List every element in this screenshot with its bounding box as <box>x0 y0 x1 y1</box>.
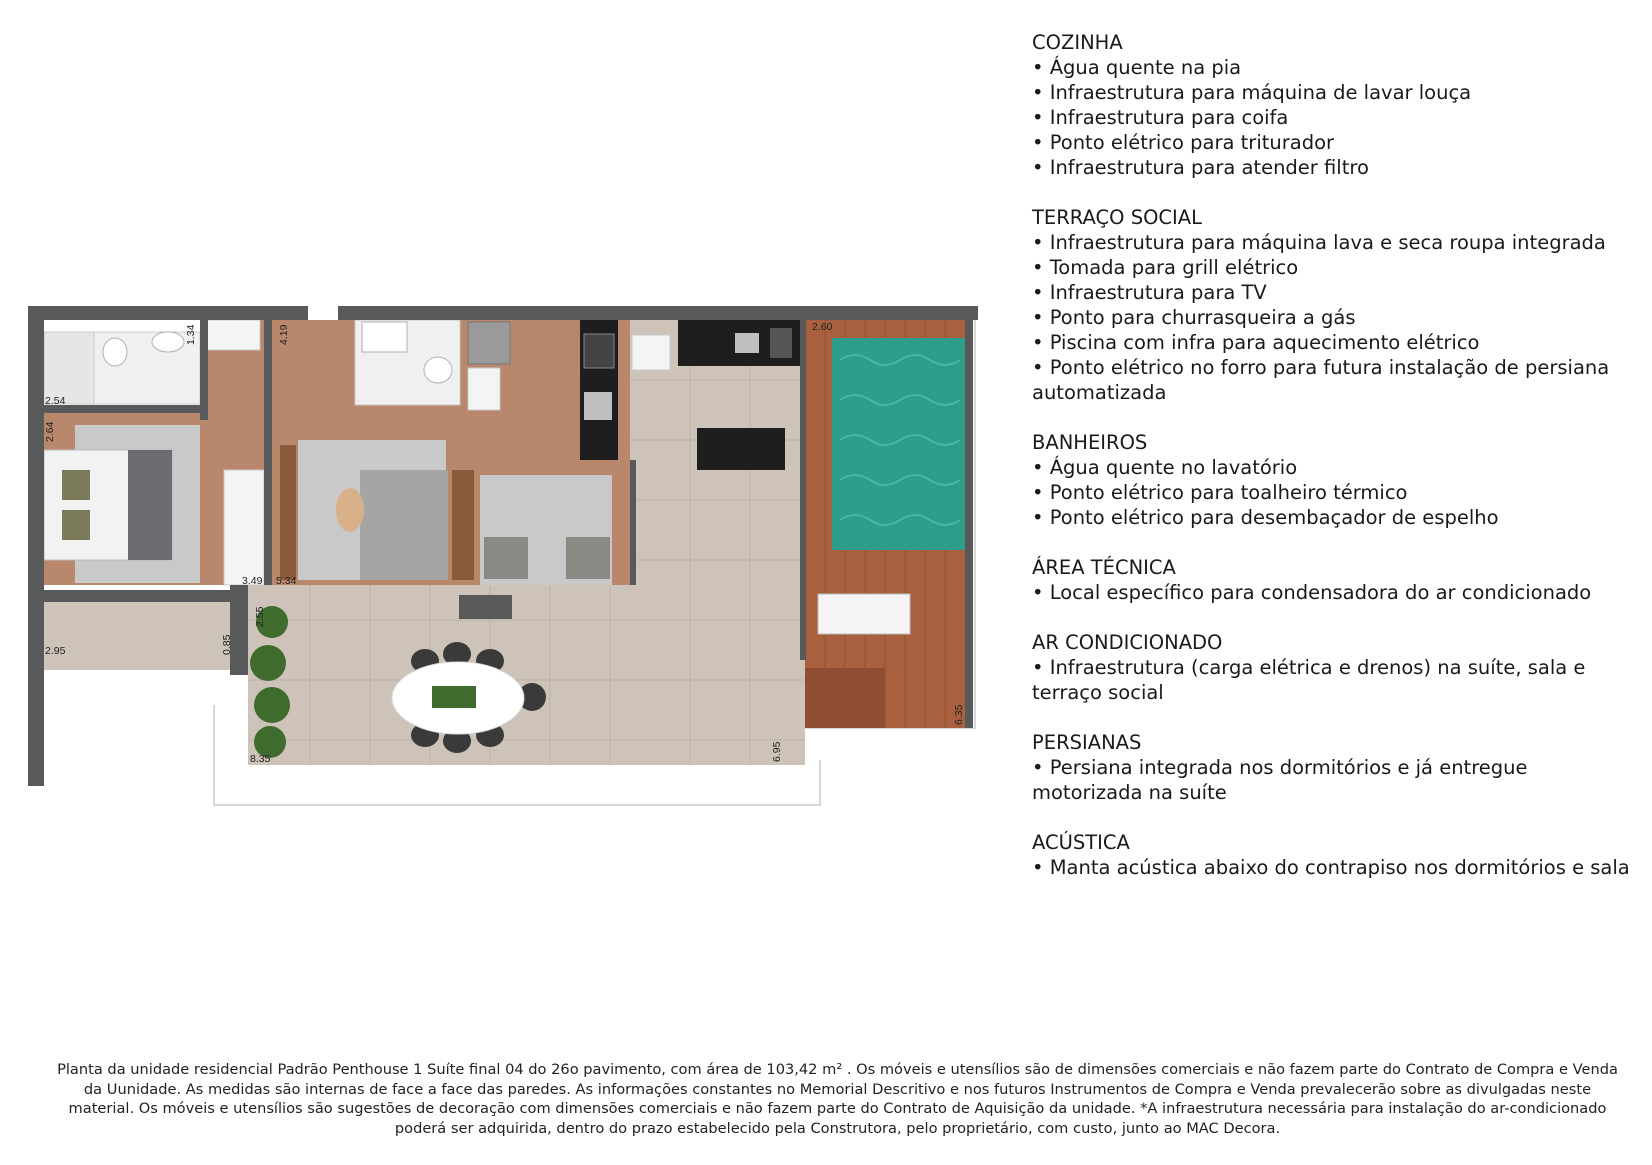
dim-suite-w: 3.49 <box>242 575 263 587</box>
shower <box>44 332 94 404</box>
feature-section <box>1032 205 1632 405</box>
tv-panel <box>280 445 296 580</box>
feature-item: • Local específico para condensadora do ar condicionado <box>1032 581 1592 604</box>
bbq-grill <box>770 328 792 358</box>
sofa <box>360 470 448 580</box>
feature-item: • Infraestrutura para máquina lava e seca roupa integrada <box>1032 231 1606 254</box>
wardrobe <box>224 470 264 585</box>
feature-item: • Persiana integrada nos dormitórios e já entregue motorizada na suíte <box>1032 756 1528 804</box>
pillow <box>62 510 90 540</box>
kitchen-sink <box>584 392 612 420</box>
feature-section-title: PERSIANAS <box>1032 731 1142 754</box>
feature-section-title: AR CONDICIONADO <box>1032 631 1223 654</box>
features-list <box>1032 30 1632 905</box>
feature-item: • Piscina com infra para aquecimento elétrico <box>1032 331 1480 354</box>
pantry <box>468 368 500 410</box>
island <box>697 428 785 470</box>
dim-terrace-w: 8.35 <box>250 753 271 765</box>
armchair <box>484 537 528 579</box>
feature-item: • Infraestrutura (carga elétrica e drenos) na suíte, sala e terraço social <box>1032 656 1586 704</box>
terrace-floor-lower <box>248 585 805 765</box>
feature-item: • Água quente no lavatório <box>1032 456 1298 479</box>
pillow <box>62 470 90 500</box>
dim-tech-w: 2.95 <box>45 645 66 657</box>
feature-item: • Ponto elétrico para desembaçador de espelho <box>1032 506 1499 529</box>
feature-item: • Ponto elétrico no forro para futura instalação de persiana automatizada <box>1032 356 1610 404</box>
feature-item: • Tomada para grill elétrico <box>1032 256 1299 279</box>
toilet-social <box>424 357 452 383</box>
cooktop <box>584 334 614 368</box>
feature-section <box>1032 430 1632 530</box>
toilet <box>103 338 127 366</box>
feature-section <box>1032 630 1632 705</box>
feature-section <box>1032 730 1632 805</box>
fridge <box>468 322 510 364</box>
sink <box>152 332 184 352</box>
dim-bath1-d: 1.34 <box>185 324 197 345</box>
sideboard <box>452 470 474 580</box>
dim-bath1-w: 2.54 <box>45 395 66 407</box>
floor-plan <box>0 0 1000 820</box>
feature-item: • Infraestrutura para atender filtro <box>1032 156 1369 179</box>
feature-item: • Ponto elétrico para triturador <box>1032 131 1335 154</box>
feature-section <box>1032 555 1632 605</box>
closet-bath <box>205 320 260 350</box>
sun-lounger <box>818 594 910 634</box>
feature-section-title: ACÚSTICA <box>1032 831 1130 854</box>
dim-pool-w: 2.60 <box>812 321 833 333</box>
dim-pool-d: 6.35 <box>953 704 965 725</box>
dim-suite-d: 2.64 <box>44 421 56 442</box>
feature-item: • Infraestrutura para máquina de lavar louça <box>1032 81 1472 104</box>
bathroom-suite <box>44 332 200 404</box>
feature-item: • Ponto para churrasqueira a gás <box>1032 306 1356 329</box>
bbq-sink <box>735 333 759 353</box>
dim-terrace-d2: 6.95 <box>771 741 783 762</box>
feature-section <box>1032 30 1632 180</box>
dim-terrace-d1: 2.55 <box>254 606 266 627</box>
feature-item: • Manta acústica abaixo do contrapiso nos dormitórios e sala <box>1032 856 1630 879</box>
feature-section-title: TERRAÇO SOCIAL <box>1032 206 1202 229</box>
vanity <box>362 322 407 352</box>
feature-section-title: BANHEIROS <box>1032 431 1148 454</box>
bed-blanket <box>128 450 172 560</box>
dim-living-d: 4.19 <box>278 324 290 345</box>
disclaimer: Planta da unidade residencial Padrão Penthouse 1 Suíte final 04 do 26o pavimento, com área de 103,42 m² . Os móveis e utensílios são de dimensões comerciais e não fazem parte do Contrato de Compra e Venda da Uunidade. As medidas são internas de face a face das paredes. As informações constantes no Memorial Descritivo e nos futuros Instrumentos de Compra e Venda prevalecerão sobre as divulgadas neste material. Os móveis e utensílios são sugestões de decoração com dimensões comerciais e não fazem parte do Contrato de Aquisição da unidade. *A infraestrutura necessária para instalação do ar-condicionado poderá ser adquirida, dentro do prazo estabelecido pela Construtora, pelo proprietário, com custo, junto ao MAC Decora. <box>57 1061 1618 1138</box>
feature-section <box>1032 830 1632 880</box>
feature-section-title: ÁREA TÉCNICA <box>1032 556 1176 579</box>
feature-item: • Infraestrutura para coifa <box>1032 106 1289 129</box>
dim-living-w: 5.34 <box>276 575 297 587</box>
armchair <box>566 537 610 579</box>
coffee-table <box>336 488 364 532</box>
feature-item: • Ponto elétrico para toalheiro térmico <box>1032 481 1408 504</box>
tech-area-floor <box>44 602 234 670</box>
dim-tech-d: 0.85 <box>221 634 233 655</box>
feature-section-title: COZINHA <box>1032 31 1123 54</box>
laundry-sink <box>632 335 670 370</box>
feature-item: • Infraestrutura para TV <box>1032 281 1267 304</box>
feature-item: • Água quente na pia <box>1032 56 1242 79</box>
bathroom-social <box>355 320 460 405</box>
table-plant <box>432 686 476 708</box>
